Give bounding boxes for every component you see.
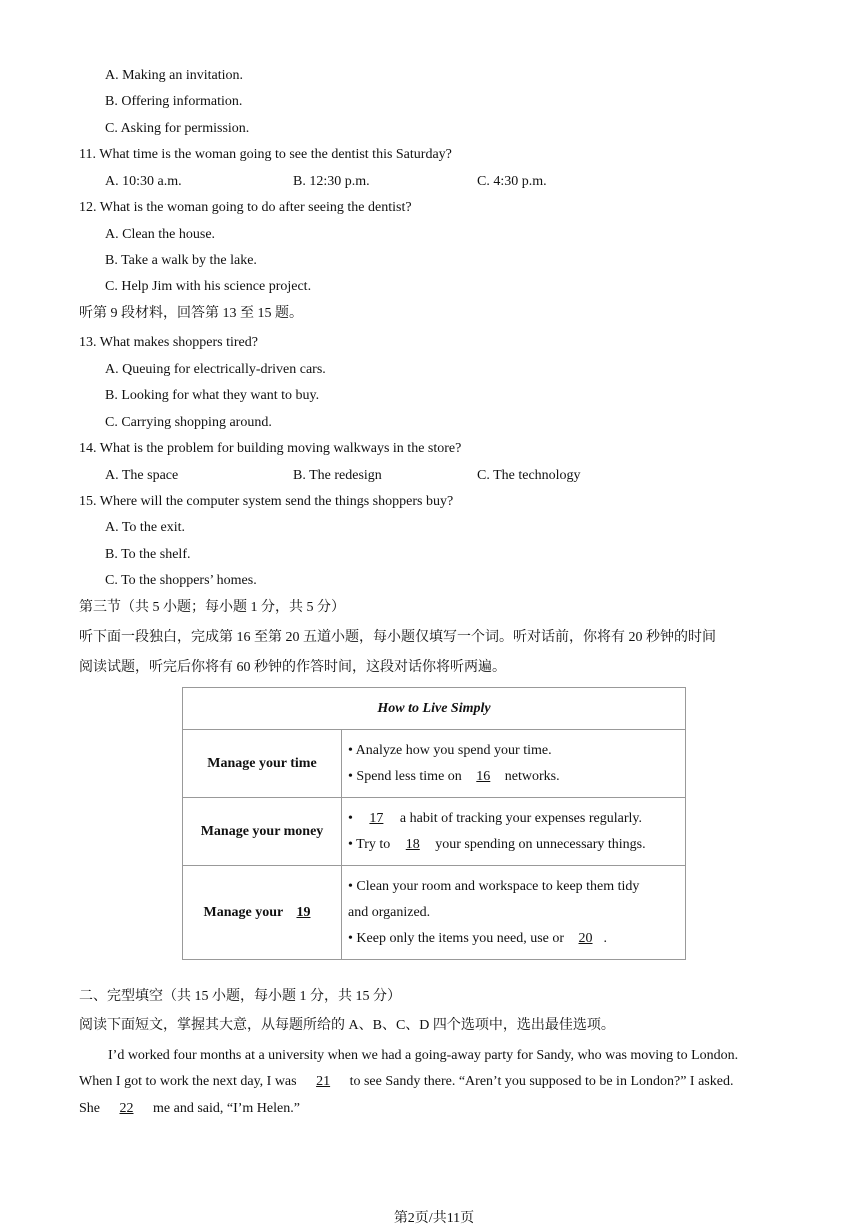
q12-option-a: A. Clean the house.: [105, 227, 216, 242]
q15-question: 15. Where will the computer system send the things shoppers buy?: [79, 494, 454, 509]
blank-21: 21: [316, 1074, 331, 1089]
row-header-19-pre: Manage your: [203, 904, 287, 920]
cloze-p1-line3: [79, 1100, 300, 1118]
q14-question: 14. What is the problem for building moving walkways in the store?: [79, 441, 462, 456]
cloze-title: 二、完型填空（共 15 小题，每小题 1 分，共 15 分）: [79, 989, 401, 1004]
time-line2-post: networks.: [501, 768, 560, 784]
q13-question: 13. What makes shoppers tired?: [79, 335, 258, 350]
q14-option-c: C. The technology: [477, 468, 581, 483]
q12-option-b: B. Take a walk by the lake.: [105, 253, 257, 268]
money-line2-post: your spending on unnecessary things.: [431, 836, 646, 852]
q14-option-b: B. The redesign: [293, 468, 382, 483]
row-content-time: [342, 730, 686, 798]
q13-option-a: A. Queuing for electrically-driven cars.: [105, 362, 326, 377]
cloze-line2-post: to see Sandy there. “Aren’t you supposed to be in London?” I asked.: [346, 1074, 734, 1089]
q15-option-b: B. To the shelf.: [105, 547, 191, 562]
table-row-space: [183, 866, 686, 960]
q13-option-c: C. Carrying shopping around.: [105, 415, 272, 430]
money-line2-pre: • Try to: [348, 836, 394, 852]
space-line3-pre: • Keep only the items you need, use or: [348, 930, 568, 946]
time-line1: • Analyze how you spend your time.: [348, 742, 552, 758]
blank-22: 22: [119, 1101, 134, 1116]
cloze-p1-line2: [79, 1073, 733, 1091]
blank-19: 19: [296, 904, 311, 920]
q12-question: 12. What is the woman going to do after seeing the dentist?: [79, 200, 412, 215]
page-number: 第2页/共11页: [393, 1211, 475, 1226]
money-line1: [348, 806, 679, 832]
table-row-money: [183, 798, 686, 866]
part3-instruction-line2: 阅读试题，听完后你将有 60 秒钟的作答时间，这段对话你将听两遍。: [79, 660, 506, 675]
q10-option-a: A. Making an invitation.: [105, 68, 244, 83]
money-line2: [348, 832, 679, 858]
blank-17: 17: [369, 810, 384, 826]
cloze-p1-line1: I’d worked four months at a university when we had a going-away party for Sandy, who was moving to London.: [108, 1048, 739, 1063]
q11-question: 11. What time is the woman going to see the dentist this Saturday?: [79, 147, 452, 162]
q11-option-b: B. 12:30 p.m.: [293, 174, 370, 189]
money-line1-post: a habit of tracking your expenses regularly.: [396, 810, 642, 826]
q10-option-b: B. Offering information.: [105, 94, 243, 109]
cloze-line2-pre: When I got to work the next day, I was: [79, 1074, 301, 1089]
table-caption: How to Live Simply: [183, 688, 686, 730]
q11-option-a: A. 10:30 a.m.: [105, 174, 182, 189]
q10-option-c: C. Asking for permission.: [105, 121, 250, 136]
blank-18: 18: [405, 836, 420, 852]
cloze-line3-pre: She: [79, 1101, 104, 1116]
summary-table: [182, 687, 686, 960]
row-header-money: Manage your money: [183, 798, 342, 866]
blank-20: 20: [578, 930, 593, 946]
q14-option-a: A. The space: [105, 468, 179, 483]
row-content-money: [342, 798, 686, 866]
space-line3-post: .: [603, 930, 608, 946]
table-row-time: [183, 730, 686, 798]
row-header-19: [183, 866, 342, 960]
q13-option-b: B. Looking for what they want to buy.: [105, 388, 320, 403]
time-line2-pre: • Spend less time on: [348, 768, 466, 784]
space-line2: and organized.: [348, 904, 431, 920]
section9-instruction: 听第 9 段材料，回答第 13 至 15 题。: [79, 306, 303, 321]
blank-16: 16: [476, 768, 491, 784]
cloze-line3-post: me and said, “I’m Helen.”: [149, 1101, 300, 1116]
row-header-time: Manage your time: [183, 730, 342, 798]
money-line1-pre: •: [348, 810, 357, 826]
space-line3: [348, 926, 679, 952]
q15-option-c: C. To the shoppers’ homes.: [105, 573, 257, 588]
space-line1: • Clean your room and workspace to keep them tidy: [348, 878, 640, 894]
part3-title: 第三节（共 5 小题；每小题 1 分，共 5 分）: [79, 600, 345, 615]
part3-instruction-line1: 听下面一段独白，完成第 16 至第 20 五道小题，每小题仅填写一个词。听对话前，你将有 20 秒钟的时间: [79, 630, 716, 645]
q11-option-c: C. 4:30 p.m.: [477, 174, 547, 189]
time-line2: [348, 764, 679, 790]
row-content-19: [342, 866, 686, 960]
cloze-instruction: 阅读下面短文，掌握其大意，从每题所给的 A、B、C、D 四个选项中，选出最佳选项。: [79, 1018, 615, 1033]
q12-option-c: C. Help Jim with his science project.: [105, 279, 312, 294]
q15-option-a: A. To the exit.: [105, 520, 186, 535]
